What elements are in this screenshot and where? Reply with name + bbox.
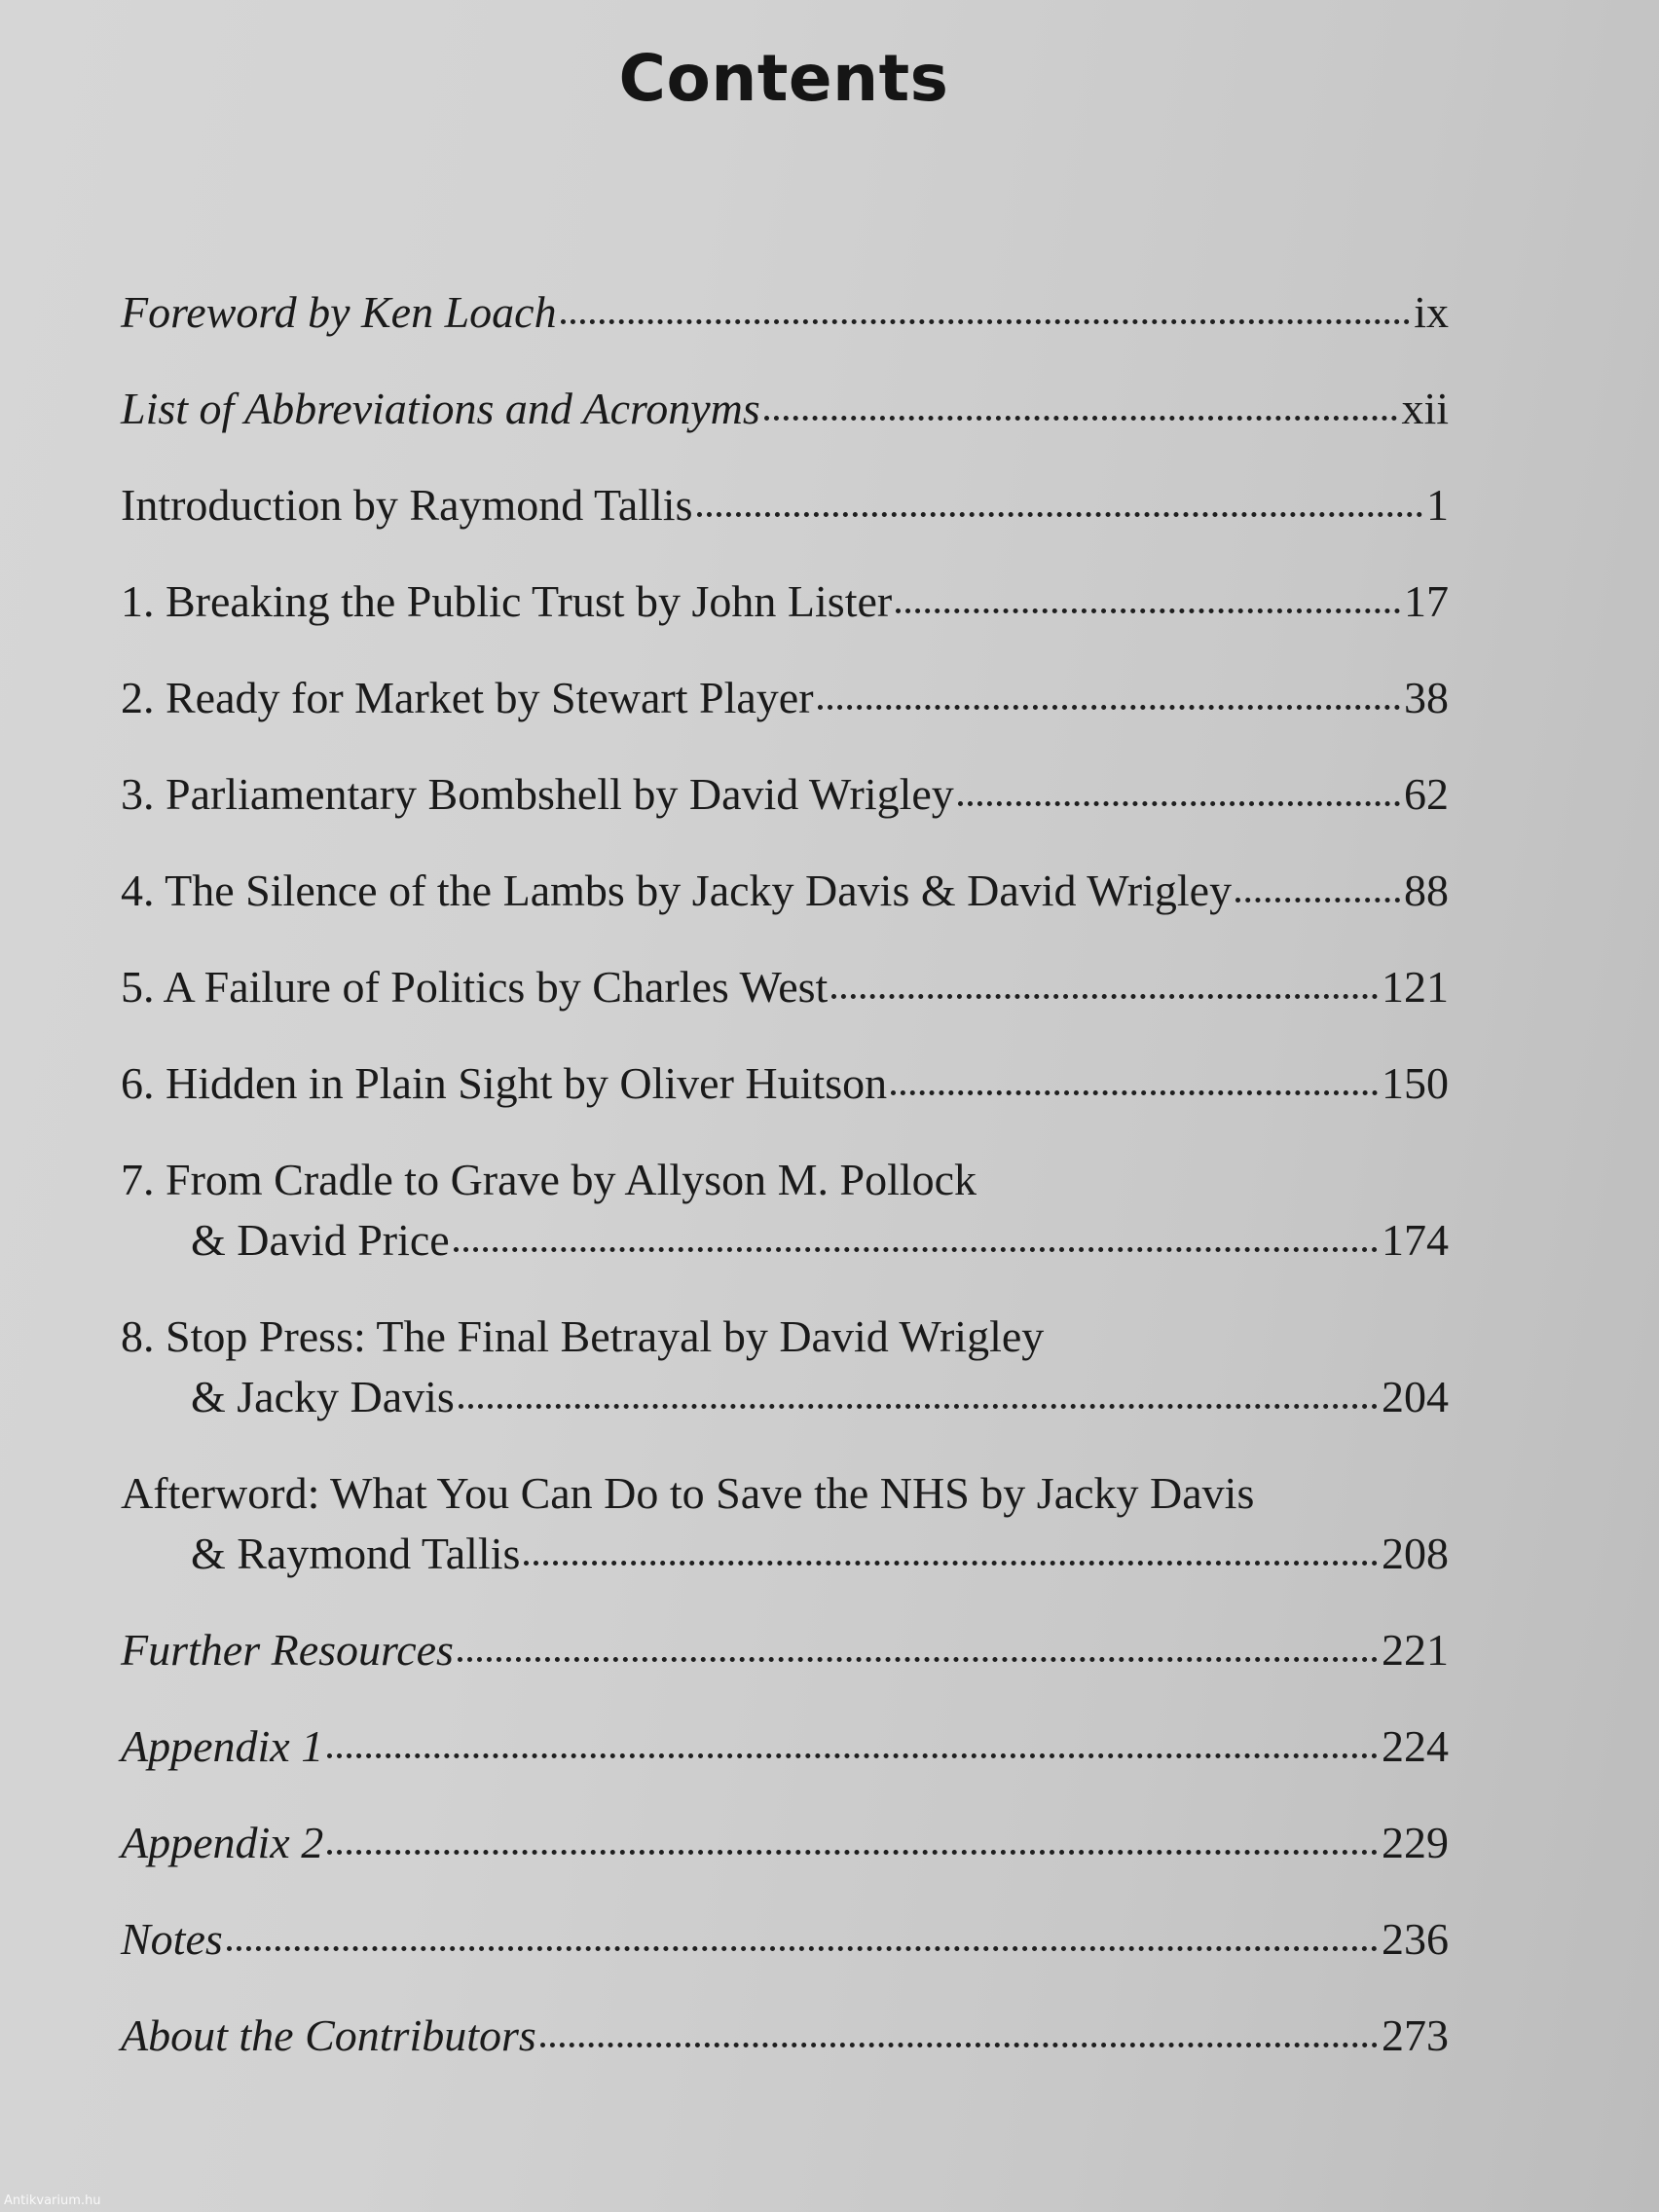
toc-entry-title: Foreword by Ken Loach	[121, 287, 557, 337]
toc-entry-title: 8. Stop Press: The Final Betrayal by David Wrigley	[121, 1311, 1045, 1361]
toc-entry-title: List of Abbreviations and Acronyms	[121, 384, 760, 433]
dot-leader	[454, 1235, 1378, 1255]
toc-entry-title: 6. Hidden in Plain Sight by Oliver Huitson	[121, 1058, 888, 1108]
toc-entry-title: 7. From Cradle to Grave by Allyson M. Pollock	[121, 1155, 977, 1204]
toc-page-number: 17	[1404, 576, 1449, 626]
toc-entry-title: 5. A Failure of Politics by Charles West	[121, 962, 829, 1012]
toc-page-number: 204	[1382, 1372, 1449, 1421]
dot-leader	[561, 308, 1411, 327]
toc-entry-continuation	[121, 1367, 1449, 1427]
dot-leader	[818, 693, 1400, 713]
dot-leader	[896, 597, 1400, 616]
toc-entry-continuation	[121, 1524, 1449, 1584]
toc-entry-chapter-7	[121, 1150, 1449, 1271]
toc-entry-title: Appendix 2	[121, 1818, 324, 1867]
toc-entry-title: Introduction by Raymond Tallis	[121, 480, 693, 530]
toc-entry-chapter-3	[121, 764, 1449, 825]
page-title: Contents	[618, 41, 949, 116]
toc-entry-appendix-1	[121, 1716, 1449, 1777]
toc-entry-title: Notes	[121, 1914, 223, 1964]
toc-entry-contributors	[121, 2006, 1449, 2066]
toc-entry-continuation	[121, 1210, 1449, 1271]
toc-entry-introduction	[121, 475, 1449, 535]
toc-entry-title: Afterword: What You Can Do to Save the NHS by Jacky Davis	[121, 1468, 1255, 1518]
toc-entry-title: 2. Ready for Market by Stewart Player	[121, 673, 814, 722]
dot-leader	[459, 1392, 1378, 1412]
watermark: Antikvarium.hu	[4, 2194, 101, 2208]
toc-entry-title: 3. Parliamentary Bombshell by David Wrigley	[121, 769, 954, 819]
toc-page-number: 121	[1382, 962, 1449, 1012]
dot-leader	[458, 1645, 1378, 1665]
toc-entry-abbreviations	[121, 379, 1449, 439]
toc-page-number: 174	[1382, 1215, 1449, 1265]
toc-page-number: xii	[1401, 384, 1449, 433]
toc-page-number: 1	[1426, 480, 1449, 530]
dot-leader	[697, 500, 1423, 520]
toc-page-number: 273	[1382, 2010, 1449, 2060]
toc-page-number: 221	[1382, 1625, 1449, 1675]
toc-entry-appendix-2	[121, 1813, 1449, 1873]
toc-page-number: 236	[1382, 1914, 1449, 1964]
toc-entry-title-continued: & Raymond Tallis	[191, 1529, 521, 1578]
toc-page-number: 88	[1404, 866, 1449, 915]
table-of-contents	[121, 282, 1449, 2102]
toc-entry-title: 4. The Silence of the Lambs by Jacky Davis & David Wrigley	[121, 866, 1233, 915]
dot-leader	[524, 1549, 1378, 1568]
toc-page-number: 62	[1404, 769, 1449, 819]
toc-entry-notes	[121, 1909, 1449, 1970]
toc-entry-chapter-1	[121, 571, 1449, 632]
toc-entry-title-continued: & David Price	[191, 1215, 450, 1265]
toc-entry-further-resources	[121, 1620, 1449, 1680]
dot-leader	[227, 1935, 1378, 1954]
toc-entry-chapter-5	[121, 957, 1449, 1017]
dot-leader	[764, 404, 1398, 424]
toc-page-number: 208	[1382, 1529, 1449, 1578]
toc-entry-title: 1. Breaking the Public Trust by John Lister	[121, 576, 893, 626]
dot-leader	[891, 1079, 1378, 1098]
dot-leader	[327, 1742, 1378, 1761]
dot-leader	[958, 790, 1400, 809]
toc-entry-title: Further Resources	[121, 1625, 454, 1675]
dot-leader	[831, 982, 1378, 1002]
toc-entry-title-continued: & Jacky Davis	[191, 1372, 455, 1421]
toc-entry-title: About the Contributors	[121, 2010, 536, 2060]
toc-entry-foreword	[121, 282, 1449, 343]
dot-leader	[1235, 886, 1400, 905]
toc-entry-chapter-8	[121, 1307, 1449, 1427]
toc-page-number: 38	[1404, 673, 1449, 722]
toc-entry-title: Appendix 1	[121, 1721, 324, 1771]
toc-page-number: 150	[1382, 1058, 1449, 1108]
toc-page-number: ix	[1414, 287, 1449, 337]
toc-entry-chapter-2	[121, 668, 1449, 728]
toc-page-number: 224	[1382, 1721, 1449, 1771]
toc-page-number: 229	[1382, 1818, 1449, 1867]
toc-entry-afterword	[121, 1463, 1449, 1584]
dot-leader	[540, 2031, 1378, 2050]
toc-entry-chapter-4	[121, 861, 1449, 921]
toc-entry-chapter-6	[121, 1053, 1449, 1114]
dot-leader	[327, 1838, 1378, 1858]
